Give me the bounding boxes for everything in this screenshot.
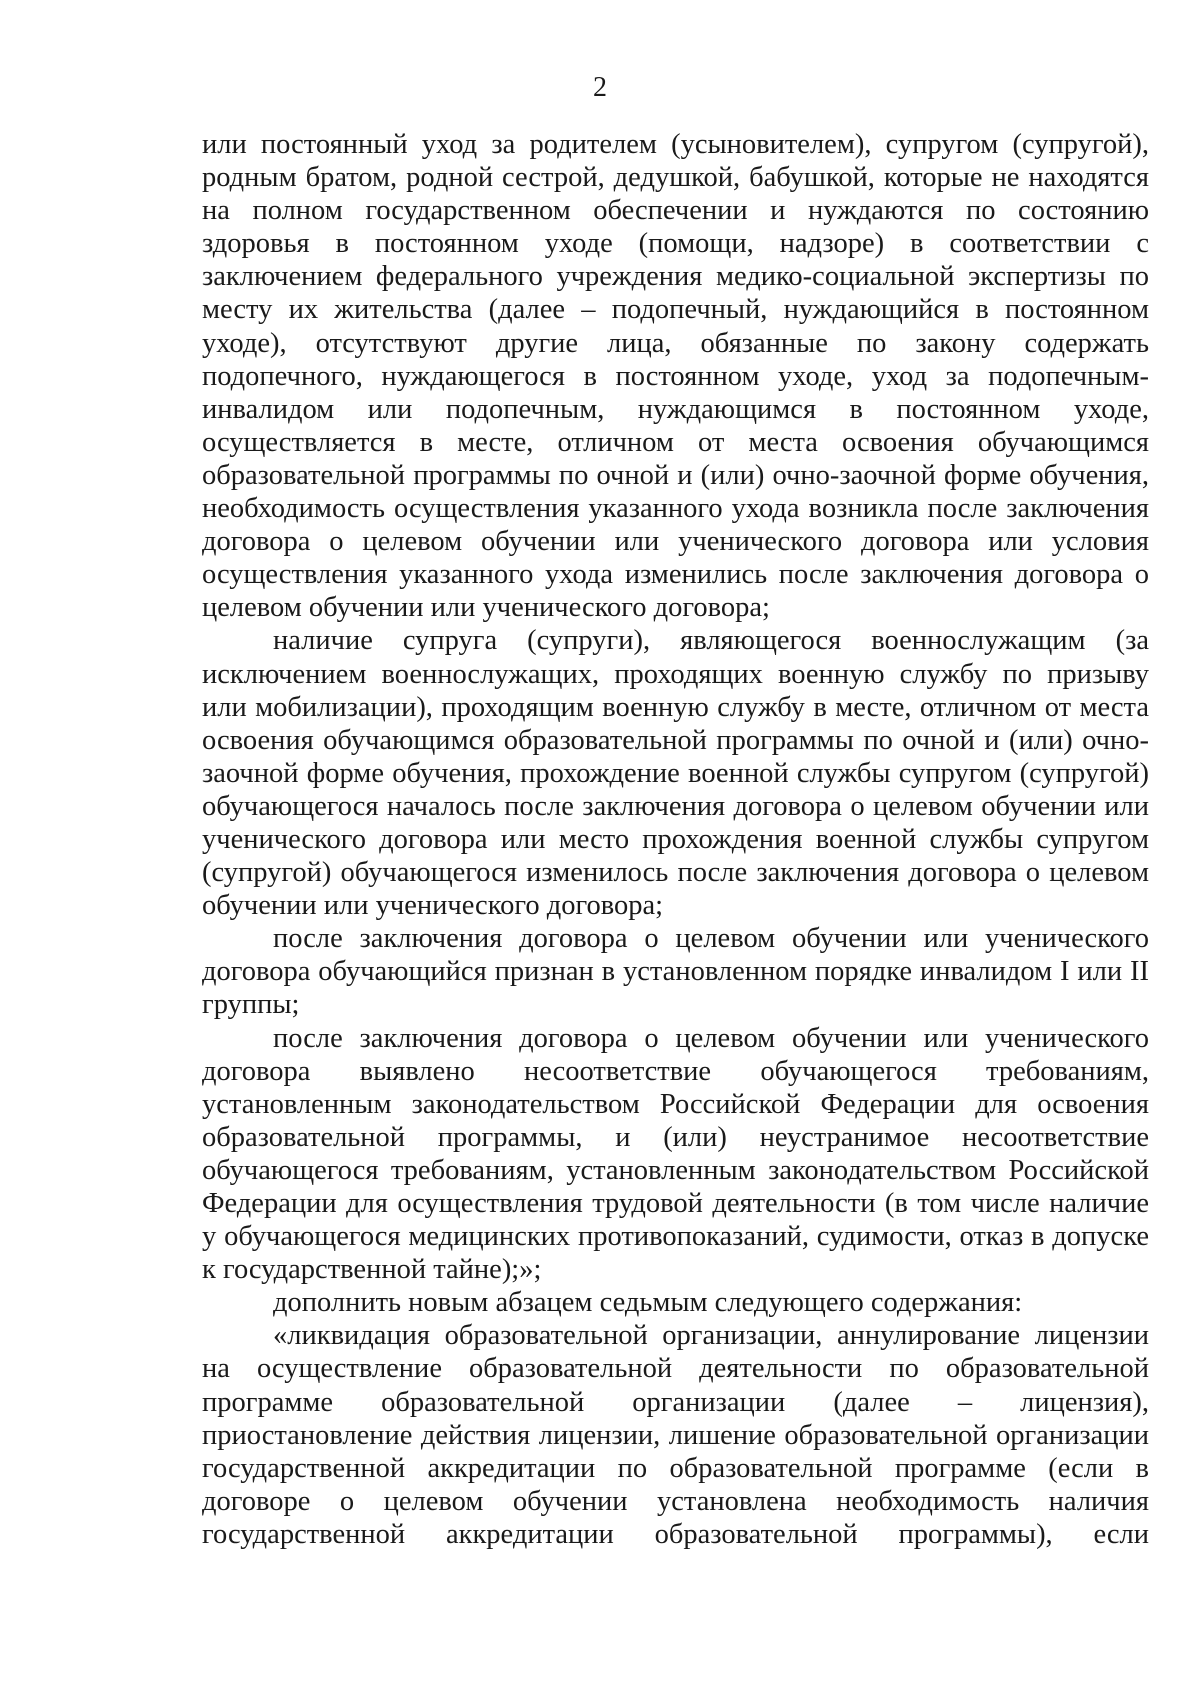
paragraph-disability: после заключения договора о целевом обучении или ученического договора обучающийся признан в установленном порядке инвалидом I или II группы; [202, 923, 1149, 1021]
paragraph-liquidation: «ликвидация образовательной организации, аннулирование лицензии на осуществление образовательной деятельности по образовательной программе образовательной организации (далее – лицензия), приостановление действия лицензии, лишение образовательной организации государственной аккредитации по образовательной программе (если в договоре о целевом обучении установлена необходимость наличия государственной аккредитации образовательной программы), если [202, 1320, 1149, 1550]
paragraph-requirements-mismatch: после заключения договора о целевом обучении или ученического договора выявлено несоответствие обучающегося требованиям, установленным законодательством Российской Федерации для освоения образовательной программы, и (или) неустранимое несоответствие обучающегося требованиям, установленным законодательством Российской Федерации для осуществления трудовой деятельности (в том числе наличие у обучающегося медицинских противопоказаний, судимости, отказ в допуске к государственной тайне);»; [202, 1022, 1149, 1286]
paragraph-spouse-military: наличие супруга (супруги), являющегося военнослужащим (за исключением военнослужащих, проходящих военную службу по призыву или мобилизации), проходящим военную службу в месте, отличном от места освоения обучающимся образовательной программы по очной и (или) очно-заочной форме обучения, прохождение военной службы супругом (супругой) обучающегося началось после заключения договора о целевом обучении или ученического договора или место прохождения военной службы супругом (супругой) обучающегося изменилось после заключения договора о целевом обучении или ученического договора; [202, 625, 1149, 922]
paragraph-care-condition: или постоянный уход за родителем (усыновителем), супругом (супругой), родным братом, родной сестрой, дедушкой, бабушкой, которые не находятся на полном государственном обеспечении и нуждаются по состоянию здоровья в постоянном уходе (помощи, надзоре) в соответствии с заключением федерального учреждения медико-социальной экспертизы по месту их жительства (далее – подопечный, нуждающийся в постоянном уходе), отсутствуют другие лица, обязанные по закону содержать подопечного, нуждающегося в постоянном уходе, уход за подопечным-инвалидом или подопечным, нуждающимся в постоянном уходе, осуществляется в месте, отличном от места освоения обучающимся образовательной программы по очной и (или) очно-заочной форме обучения, необходимость осуществления указанного ухода возникла после заключения договора о целевом обучении или ученического договора или условия осуществления указанного ухода изменились после заключения договора о целевом обучении или ученического договора; [202, 129, 1149, 624]
document-body [202, 128, 1149, 1551]
paragraph-amendment-intro: дополнить новым абзацем седьмым следующего содержания: [273, 1287, 1023, 1319]
page-number: 2 [593, 72, 607, 103]
